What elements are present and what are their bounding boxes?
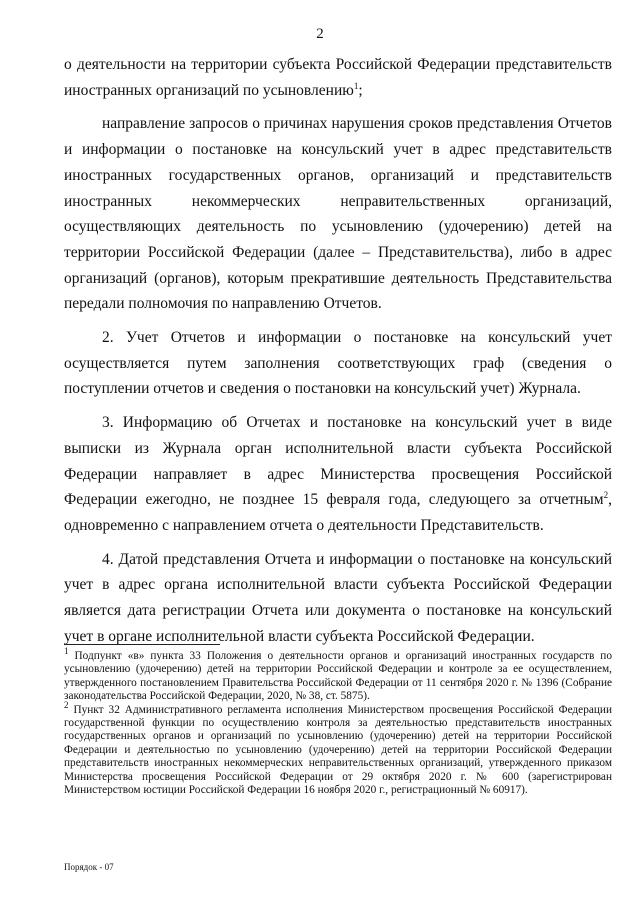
paragraph-text: направление запросов о причинах нарушения сроков представления Отчетов и информации о постановке на консульский учет в адрес представительств иностранных государственных органов, организаций и представительств иностранных некоммерческих неправительственных организаций, осуществляющих деятельность по усыновлению (удочерению) детей на территории Российской Федерации (далее – Представительства), либо в адрес организаций (органов), которым прекратившие деятельность Представительства передали полномочия по направлению Отчетов.: [64, 115, 612, 313]
paragraph-text-tail: , одновременно с направлением отчета о деятельности Представительств.: [64, 491, 612, 534]
footnote-mark: 1: [64, 646, 69, 657]
footnote-text: Пункт 32 Административного регламента исполнения Министерством просвещения Российской Федерации государственной функции по осуществлению контроля за деятельностью представительств иностранных государственных органов и организаций по усыновлению (удочерению) детей на территории Российской Федерации и деятельностью по усыновлению (удочерению) детей на территории Российской Федерации представительств иностранных некоммерческих неправительственных организаций, утвержденного приказом Министерства просвещения Российской Федерации от 29 октября 2020 г. № 600 (зарегистрирован Министерством юстиции Российской Федерации 16 ноября 2020 г., регистрационный № 60917).: [64, 703, 612, 797]
paragraph-item-4: [64, 547, 612, 650]
page-number: 2: [316, 26, 324, 42]
paragraph-text: 2. Учет Отчетов и информации о постановке на консульский учет осуществляется путем заполнения соответствующих граф (сведения о поступлении отчетов и сведения о постановки на консульский учет) Журнала.: [64, 329, 612, 398]
footnote-mark: 2: [64, 699, 69, 710]
paragraph-text: 3. Информацию об Отчетах и постановке на консульский учет в виде выписки из Журнала орган исполнительной власти субъекта Российской Федерации направляет в адрес Министерства просвещения Российской Федерации ежегодно, не позднее 15 февраля года, следующего за отчетным: [64, 414, 612, 509]
footnote-ref-1[interactable]: 1: [353, 80, 359, 91]
footnotes: [64, 646, 612, 797]
paragraph-item-2: [64, 325, 612, 402]
footnote-2: [64, 699, 612, 798]
footnote-text: Подпункт «в» пункта 33 Положения о деятельности органов и организаций иностранных государств по усыновлению (удочерению) детей на территории Российской Федерации и контроле за ее осуществлением, утвержденного постановлением Правительства Российской Федерации от 11 сентября 2020 г. № 1396 (Собрание законодательства Российской Федерации, 2020, № 38, ст. 5875).: [64, 650, 612, 703]
footnote-ref-2[interactable]: 2: [603, 490, 609, 501]
footer-label: Порядок - 07: [64, 862, 114, 872]
paragraph-text-tail: ;: [358, 81, 363, 99]
main-text: [64, 52, 612, 658]
paragraph-requests: [64, 111, 612, 317]
paragraph-continuation: [64, 52, 612, 103]
paragraph-item-3: [64, 410, 612, 539]
paragraph-text: 4. Датой представления Отчета и информации о постановке на консульский учет в адрес органа исполнительной власти субъекта Российской Федерации является дата регистрации Отчета или документа о постановке на консульский учет в органе исполнительной власти субъекта Российской Федерации.: [64, 550, 612, 645]
paragraph-text: о деятельности на территории субъекта Российской Федерации представительств иностранных организаций по усыновлению: [64, 56, 612, 99]
footnote-1: [64, 646, 612, 704]
footnote-divider: [64, 644, 220, 645]
